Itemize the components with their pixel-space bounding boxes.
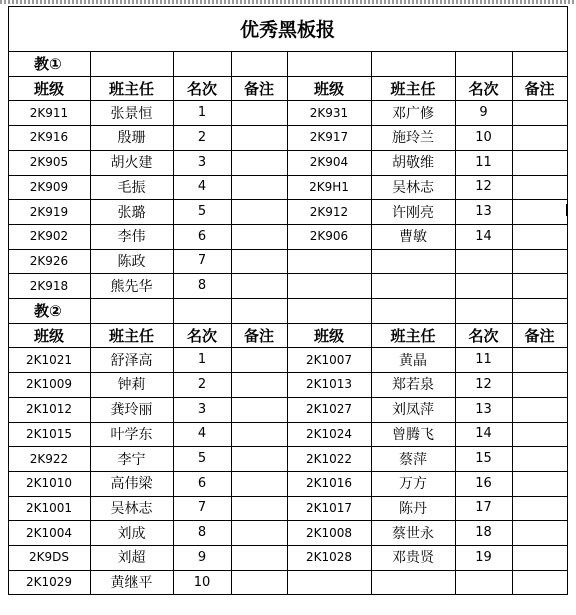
header-note-cell[interactable]: 备注 (524, 79, 555, 98)
note-cell[interactable] (512, 100, 567, 125)
header-note-cell[interactable]: 备注 (524, 326, 555, 345)
rank-cell[interactable]: 5 (197, 204, 207, 220)
table-title: 优秀黑板报 (239, 19, 335, 41)
note-cell[interactable] (231, 446, 287, 471)
note-cell[interactable] (512, 520, 567, 545)
note-cell[interactable] (231, 545, 287, 570)
class-cell[interactable]: 2K9H1 (309, 179, 349, 194)
note-cell[interactable] (512, 496, 567, 521)
class-cell[interactable]: 2K931 (309, 105, 349, 120)
class-cell[interactable]: 2K1027 (305, 402, 353, 417)
note-cell[interactable] (512, 545, 567, 570)
class-cell[interactable]: 2K911 (29, 105, 69, 120)
class-cell[interactable]: 2K1001 (25, 500, 73, 515)
teacher-cell[interactable] (371, 249, 455, 274)
rank-cell[interactable]: 11 (475, 154, 492, 170)
class-cell[interactable]: 2K1028 (305, 550, 353, 565)
class-cell[interactable]: 2K1004 (25, 525, 73, 540)
class-cell[interactable]: 2K1021 (25, 352, 73, 367)
class-cell[interactable]: 2K918 (29, 278, 69, 293)
rank-cell[interactable]: 13 (475, 204, 492, 220)
note-cell[interactable] (512, 273, 567, 298)
class-cell[interactable]: 2K916 (29, 130, 69, 145)
class-cell[interactable]: 2K922 (29, 451, 69, 466)
note-cell[interactable] (512, 471, 567, 496)
rank-cell[interactable]: 12 (475, 376, 492, 392)
teacher-cell[interactable]: 毛振 (117, 179, 146, 196)
teacher-cell[interactable]: 邓贵贤 (392, 550, 434, 567)
teacher-cell[interactable]: 吴林志 (392, 179, 434, 196)
note-cell[interactable] (512, 249, 567, 274)
class-cell[interactable] (287, 249, 371, 274)
rank-cell[interactable]: 15 (475, 451, 492, 467)
note-cell[interactable] (231, 347, 287, 372)
header-rank-cell[interactable]: 名次 (186, 79, 217, 98)
note-cell[interactable] (231, 471, 287, 496)
note-cell[interactable] (512, 446, 567, 471)
class-cell[interactable]: 2K1029 (25, 575, 73, 590)
class-cell[interactable] (287, 273, 371, 298)
teacher-cell[interactable]: 叶学东 (110, 426, 153, 443)
teacher-cell[interactable]: 舒泽高 (110, 352, 153, 369)
rank-cell[interactable]: 10 (475, 129, 492, 145)
rank-cell[interactable]: 2 (197, 129, 207, 145)
header-rank-cell[interactable]: 名次 (468, 79, 499, 98)
note-cell[interactable] (231, 372, 287, 397)
header-note-cell[interactable]: 备注 (243, 79, 274, 98)
header-teacher-cell[interactable]: 班主任 (390, 326, 436, 345)
teacher-cell[interactable]: 曹敏 (399, 229, 427, 246)
note-cell[interactable] (512, 372, 567, 397)
rank-cell[interactable] (455, 273, 512, 298)
teacher-cell[interactable]: 许刚亮 (392, 204, 434, 221)
class-cell[interactable]: 2K917 (309, 130, 349, 145)
rank-cell[interactable]: 4 (197, 179, 207, 195)
note-cell[interactable] (512, 570, 567, 595)
header-note-cell[interactable]: 备注 (243, 326, 274, 345)
note-cell[interactable] (512, 150, 567, 175)
teacher-cell[interactable]: 高伟梁 (110, 476, 153, 493)
rank-cell[interactable]: 6 (197, 475, 207, 491)
note-cell[interactable] (512, 175, 567, 200)
rank-cell[interactable]: 1 (197, 105, 207, 121)
class-cell[interactable]: 2K9DS (29, 550, 69, 565)
class-cell[interactable]: 2K926 (29, 253, 69, 268)
note-cell[interactable] (512, 199, 567, 224)
header-class-cell[interactable]: 班级 (33, 79, 64, 98)
rank-cell[interactable] (455, 249, 512, 274)
rank-cell[interactable]: 1 (197, 352, 207, 368)
teacher-cell[interactable]: 刘凤萍 (392, 402, 434, 419)
teacher-cell[interactable]: 陈政 (117, 253, 146, 270)
note-cell[interactable] (231, 224, 287, 249)
teacher-cell[interactable]: 施玲兰 (392, 130, 434, 147)
rank-cell[interactable]: 9 (479, 105, 488, 121)
class-cell[interactable]: 2K1007 (305, 352, 353, 367)
teacher-cell[interactable]: 熊先华 (110, 278, 153, 295)
top-dotted-rule (0, 0, 576, 4)
note-cell[interactable] (512, 397, 567, 422)
note-cell[interactable] (231, 422, 287, 447)
class-cell[interactable]: 2K1012 (25, 402, 73, 417)
rank-cell[interactable]: 7 (197, 253, 207, 269)
class-cell[interactable]: 2K1016 (305, 476, 353, 491)
teacher-cell[interactable]: 曾腾飞 (392, 426, 434, 443)
teacher-cell[interactable]: 殷珊 (117, 130, 146, 147)
class-cell[interactable]: 2K1022 (305, 451, 353, 466)
rank-cell[interactable]: 18 (475, 525, 492, 541)
class-cell[interactable]: 2K1008 (305, 525, 353, 540)
teacher-cell[interactable]: 郑若泉 (392, 377, 434, 394)
rank-cell[interactable]: 12 (475, 179, 492, 195)
teacher-cell[interactable]: 张璐 (117, 204, 146, 221)
header-class-cell[interactable]: 班级 (33, 326, 64, 345)
rank-cell[interactable] (455, 570, 512, 595)
rank-cell[interactable]: 16 (475, 475, 492, 491)
class-cell[interactable]: 2K906 (309, 229, 349, 244)
note-cell[interactable] (231, 397, 287, 422)
teacher-cell[interactable]: 陈丹 (399, 500, 427, 517)
table-border-right (567, 6, 568, 595)
class-cell[interactable]: 2K1013 (305, 377, 353, 392)
note-cell[interactable] (512, 347, 567, 372)
note-cell[interactable] (512, 224, 567, 249)
teacher-cell[interactable]: 邓广修 (392, 105, 434, 122)
note-cell[interactable] (231, 570, 287, 595)
class-cell[interactable]: 2K919 (29, 204, 69, 219)
rank-cell[interactable]: 5 (197, 451, 207, 467)
section-label[interactable]: 教② (34, 301, 62, 320)
class-cell[interactable]: 2K904 (309, 155, 349, 170)
table-border-top (8, 6, 567, 7)
teacher-cell[interactable]: 蔡萍 (399, 451, 427, 468)
note-cell[interactable] (231, 249, 287, 274)
rank-cell[interactable]: 13 (475, 401, 492, 417)
note-cell[interactable] (512, 125, 567, 150)
note-cell[interactable] (231, 199, 287, 224)
rank-cell[interactable]: 14 (475, 426, 492, 442)
class-cell[interactable]: 2K902 (29, 229, 69, 244)
header-rank-cell[interactable]: 名次 (186, 326, 217, 345)
rank-cell[interactable]: 8 (197, 525, 207, 541)
class-cell[interactable]: 2K909 (29, 179, 69, 194)
teacher-cell[interactable]: 蔡世永 (392, 525, 434, 542)
header-teacher-cell[interactable]: 班主任 (108, 79, 154, 98)
header-teacher-cell[interactable]: 班主任 (390, 79, 436, 98)
header-teacher-cell[interactable]: 班主任 (108, 326, 154, 345)
rank-cell[interactable]: 2 (197, 376, 207, 392)
note-cell[interactable] (231, 125, 287, 150)
class-cell[interactable]: 2K905 (29, 155, 69, 170)
teacher-cell[interactable]: 李伟 (117, 229, 146, 246)
rank-cell[interactable]: 3 (197, 154, 207, 170)
teacher-cell[interactable]: 钟莉 (117, 377, 146, 394)
rank-cell[interactable]: 9 (197, 549, 207, 565)
teacher-cell[interactable]: 胡敬维 (392, 155, 434, 172)
teacher-cell[interactable]: 吴林志 (110, 500, 153, 517)
rank-cell[interactable]: 17 (475, 500, 492, 516)
class-cell[interactable]: 2K912 (309, 204, 349, 219)
header-rank-cell[interactable]: 名次 (468, 326, 499, 345)
teacher-cell[interactable]: 张景恒 (110, 105, 153, 122)
rank-cell[interactable]: 19 (475, 549, 492, 565)
rank-cell[interactable]: 7 (197, 500, 207, 516)
teacher-cell[interactable] (371, 570, 455, 595)
rank-cell[interactable]: 8 (197, 278, 207, 294)
class-cell[interactable]: 2K1015 (25, 426, 73, 441)
teacher-cell[interactable]: 万方 (399, 476, 427, 493)
rank-cell[interactable]: 14 (475, 228, 492, 244)
class-cell[interactable]: 2K1017 (305, 500, 353, 515)
note-cell[interactable] (231, 175, 287, 200)
rank-cell[interactable]: 4 (197, 426, 207, 442)
teacher-cell[interactable]: 李宁 (117, 451, 146, 468)
class-cell[interactable]: 2K1009 (25, 377, 73, 392)
rank-cell[interactable]: 10 (193, 574, 211, 590)
teacher-cell[interactable] (371, 273, 455, 298)
rank-cell[interactable]: 3 (197, 401, 207, 417)
teacher-cell[interactable]: 黄继平 (110, 575, 153, 592)
note-cell[interactable] (231, 496, 287, 521)
class-cell[interactable]: 2K1024 (305, 426, 353, 441)
note-cell[interactable] (231, 273, 287, 298)
teacher-cell[interactable]: 刘成 (117, 525, 146, 542)
note-cell[interactable] (231, 100, 287, 125)
class-cell[interactable] (287, 570, 371, 595)
rank-cell[interactable]: 6 (197, 228, 207, 244)
header-class-cell[interactable]: 班级 (313, 79, 344, 98)
header-class-cell[interactable]: 班级 (313, 326, 344, 345)
note-cell[interactable] (231, 520, 287, 545)
teacher-cell[interactable]: 龚玲丽 (110, 402, 153, 419)
class-cell[interactable]: 2K1010 (25, 476, 73, 491)
teacher-cell[interactable]: 胡火建 (110, 155, 153, 172)
teacher-cell[interactable]: 刘超 (117, 550, 146, 567)
note-cell[interactable] (231, 150, 287, 175)
note-cell[interactable] (512, 422, 567, 447)
rank-cell[interactable]: 11 (475, 352, 492, 368)
teacher-cell[interactable]: 黄晶 (399, 352, 427, 369)
section-label[interactable]: 教① (34, 54, 62, 73)
